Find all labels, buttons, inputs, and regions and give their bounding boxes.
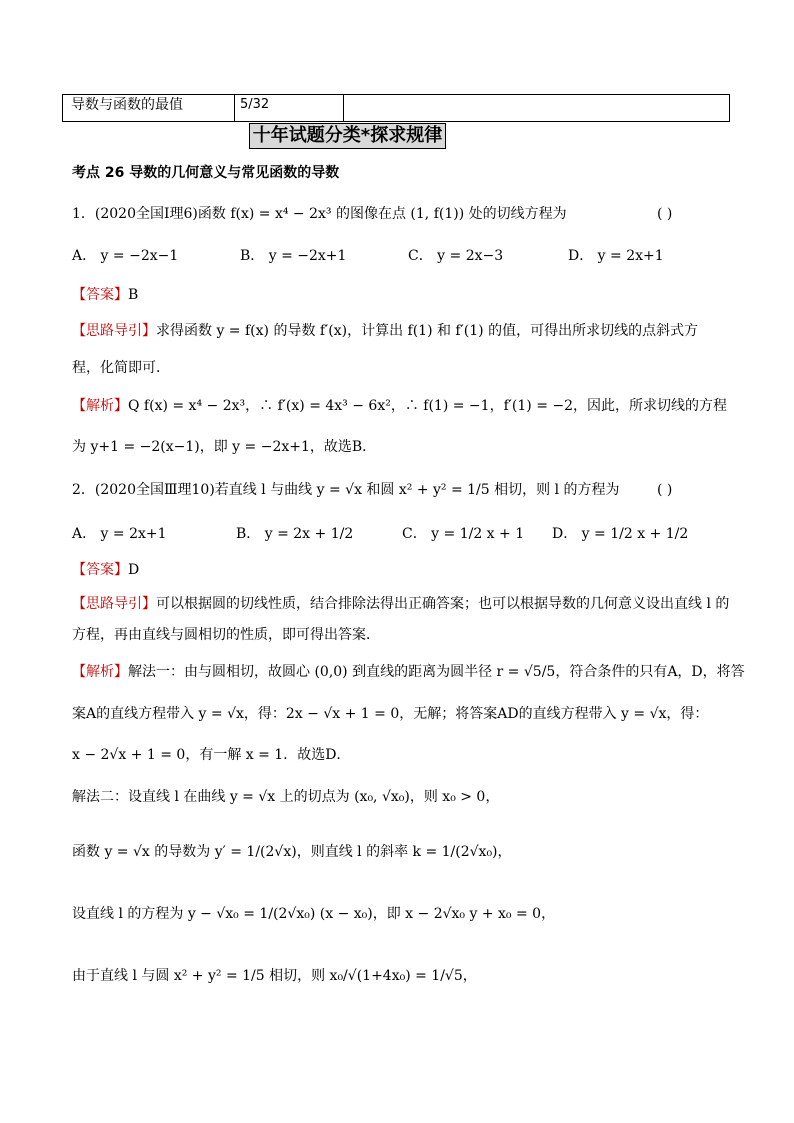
q2-guide-line1 <box>72 594 729 614</box>
solution-text: Q f(x) = x⁴ − 2x³，∴ f′(x) = 4x³ − 6x²，∴ f(1) = −1，f′(1) = −2，因此，所求切线的方程 <box>128 398 728 414</box>
solution-tag: 【解析】 <box>72 664 128 680</box>
q2-method2-line2: 函数 y = √x 的导数为 y′ = 1/(2√x)，则直线 l 的斜率 k = 1/(2√x₀)， <box>72 844 512 860</box>
q1-solution-line1 <box>72 396 727 416</box>
header-table <box>62 94 730 122</box>
q2-option-a: A． y = 2x+1 <box>72 526 167 542</box>
guide-tag: 【思路导引】 <box>72 323 156 339</box>
q2-solution-line3: x − 2√x + 1 = 0，有一解 x = 1．故选D． <box>72 747 351 763</box>
solution-text: 解法一：由与圆相切，故圆心 (0,0) 到直线的距离为圆半径 r = √5/5，符合条件的只有A，D，将答 <box>128 664 745 680</box>
q1-answer <box>72 285 138 305</box>
guide-text: 求得函数 y = f(x) 的导数 f′(x)，计算出 f(1) 和 f′(1) 的值，可得出所求切线的点斜式方 <box>156 323 699 339</box>
answer-value: B <box>128 287 139 303</box>
q1-option-c: C． y = 2x−3 <box>408 248 504 264</box>
answer-value: D <box>128 562 140 578</box>
q2-stem: 2．(2020全国Ⅲ理10)若直线 l 与曲线 y = √x 和圆 x² + y² = 1/5 相切，则 l 的方程为 <box>72 482 620 498</box>
q2-answer <box>72 560 139 580</box>
solution-tag: 【解析】 <box>72 398 128 414</box>
guide-text: 可以根据圆的切线性质，结合排除法得出正确答案；也可以根据导数的几何意义设出直线 l 的 <box>156 596 730 612</box>
q2-solution-line2: 案A的直线方程带入 y = √x，得：2x − √x + 1 = 0，无解；将答案AD的直线方程带入 y = √x，得： <box>72 706 709 722</box>
header-empty-cell <box>344 95 729 121</box>
q2-option-b: B． y = 2x + 1/2 <box>236 526 354 542</box>
q2-paren: ( ) <box>657 482 673 498</box>
q2-method2-line3: 设直线 l 的方程为 y − √x₀ = 1/(2√x₀) (x − x₀)，即 x − 2√x₀ y + x₀ = 0， <box>72 906 556 922</box>
q1-guide-line2: 程，化简即可． <box>72 360 170 376</box>
q2-option-c: C． y = 1/2 x + 1 <box>402 526 525 542</box>
guide-tag: 【思路导引】 <box>72 596 156 612</box>
q2-method2-line1: 解法二：设直线 l 在曲线 y = √x 上的切点为 (x₀, √x₀)，则 x₀ > 0， <box>72 789 500 805</box>
q1-guide-line1 <box>72 321 698 341</box>
answer-tag: 【答案】 <box>72 562 128 578</box>
q1-stem: 1．(2020全国Ⅰ理6)函数 f(x) = x⁴ − 2x³ 的图像在点 (1, f(1)) 处的切线方程为 <box>72 206 567 222</box>
q2-guide-line2: 方程，再由直线与圆相切的性质，即可得出答案． <box>72 627 380 643</box>
header-page-cell: 5/32 <box>235 95 344 121</box>
banner: 十年试题分类*探求规律 <box>249 123 446 149</box>
section-title: 考点 26 导数的几何意义与常见函数的导数 <box>72 165 340 181</box>
q1-option-b: B． y = −2x+1 <box>240 248 347 264</box>
q2-option-d: D． y = 1/2 x + 1/2 <box>552 526 689 542</box>
q2-method2-line4: 由于直线 l 与圆 x² + y² = 1/5 相切，则 x₀/√(1+4x₀) = 1/√5， <box>72 968 477 984</box>
q2-solution-line1 <box>72 662 745 682</box>
header-title-cell: 导数与函数的最值 <box>63 95 235 121</box>
q1-option-d: D． y = 2x+1 <box>568 248 664 264</box>
q1-option-a: A． y = −2x−1 <box>72 248 179 264</box>
q1-solution-line2: 为 y+1 = −2(x−1)，即 y = −2x+1，故选B． <box>72 439 377 455</box>
q1-paren: ( ) <box>657 206 673 222</box>
answer-tag: 【答案】 <box>72 287 128 303</box>
